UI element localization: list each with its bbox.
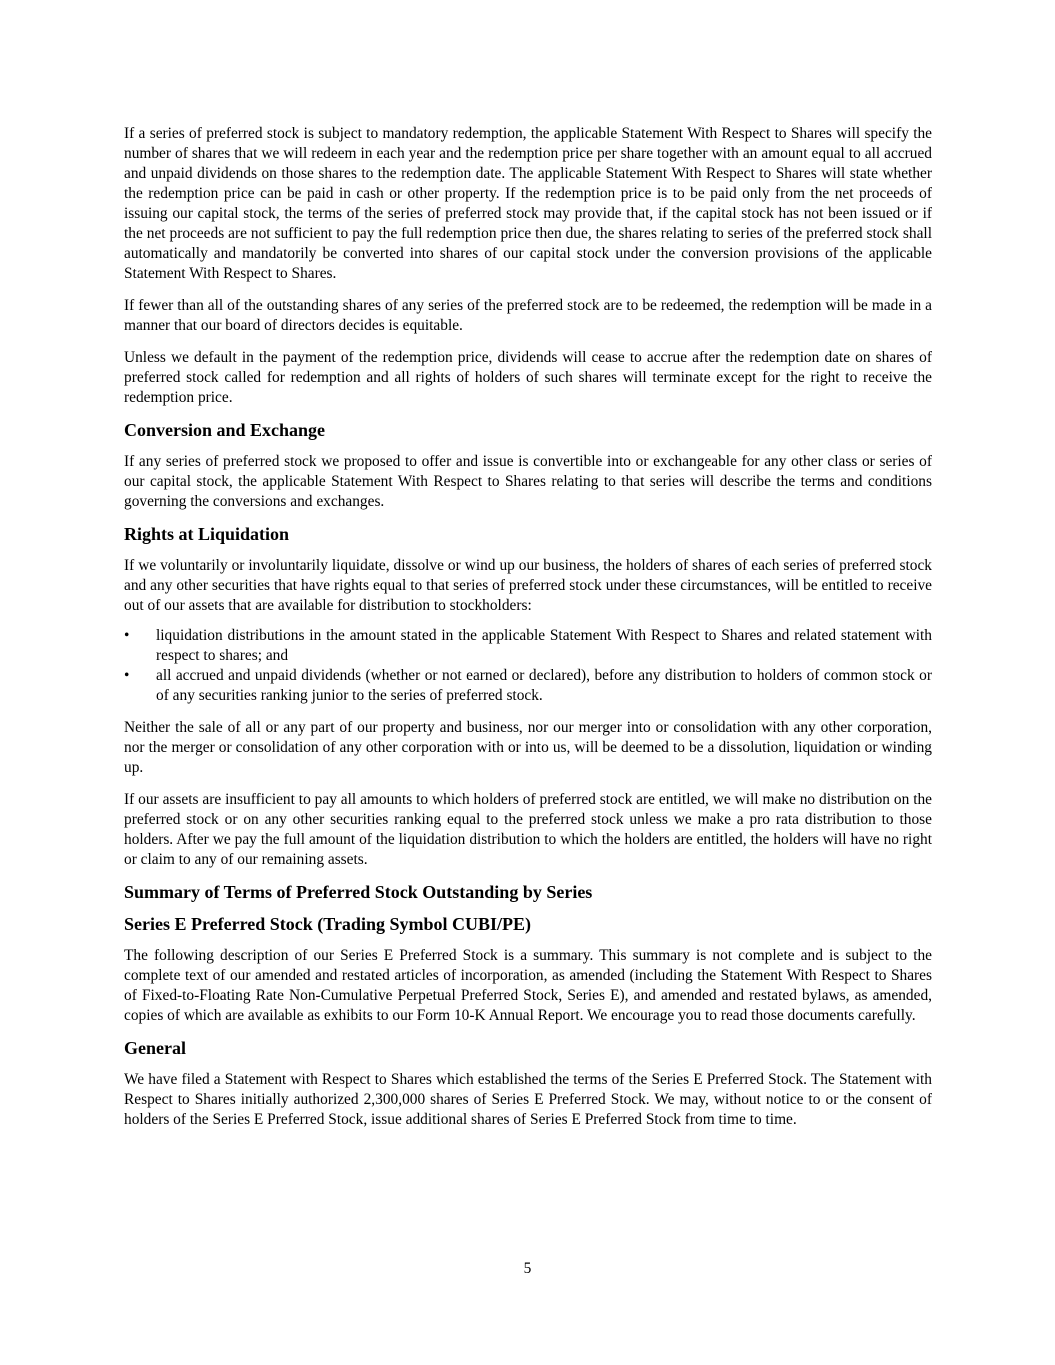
paragraph-redemption-default: Unless we default in the payment of the redemption price, dividends will cease to accrue after the redemption date on shares of preferred stock called for redemption and all rights of holders of such shares will terminate except for the right to receive the redemption price. — [124, 349, 932, 406]
list-item-text: all accrued and unpaid dividends (whether or not earned or declared), before any distribution to holders of common stock or of any securities ranking junior to the series of preferred stock. — [156, 667, 932, 704]
paragraph-series-e-description: The following description of our Series E Preferred Stock is a summary. This summary is not complete and is subject to the complete text of our amended and restated articles of incorporation, as amended (including the Statement With Respect to Shares of Fixed-to-Floating Rate Non-Cumulative Perpetual Preferred Stock, Series E), and amended and restated bylaws, as amended, copies of which are available as exhibits to our Form 10-K Annual Report. We encourage you to read those documents carefully. — [124, 947, 932, 1024]
heading-series-e-preferred: Series E Preferred Stock (Trading Symbol CUBI/PE) — [124, 914, 531, 934]
heading-general: General — [124, 1038, 186, 1058]
heading-conversion-exchange: Conversion and Exchange — [124, 420, 326, 440]
list-item — [124, 666, 932, 706]
heading-rights-at-liquidation: Rights at Liquidation — [124, 524, 290, 544]
list-item-text: liquidation distributions in the amount stated in the applicable Statement With Respect to Shares and related statement with respect to shares; and — [156, 627, 932, 664]
liquidation-bullet-list — [124, 626, 932, 706]
paragraph-liquidation-intro: If we voluntarily or involuntarily liquidate, dissolve or wind up our business, the holders of shares of each series of preferred stock and any other securities that have rights equal to that series of preferred stock under these circumstances, will be entitled to receive out of our assets that are available for distribution to stockholders: — [124, 557, 932, 614]
paragraph-partial-redemption: If fewer than all of the outstanding shares of any series of the preferred stock are to be redeemed, the redemption will be made in a manner that our board of directors decides is equitable. — [124, 297, 932, 334]
paragraph-general: We have filed a Statement with Respect to Shares which established the terms of the Series E Preferred Stock. The Statement with Respect to Shares initially authorized 2,300,000 shares of Series E Preferred Stock. We may, without notice to or the consent of holders of the Series E Preferred Stock, issue additional shares of Series E Preferred Stock from time to time. — [124, 1071, 932, 1128]
document-page — [124, 124, 932, 1142]
heading-summary-of-terms: Summary of Terms of Preferred Stock Outstanding by Series — [124, 882, 593, 902]
paragraph-mandatory-redemption: If a series of preferred stock is subject to mandatory redemption, the applicable Statement With Respect to Shares will specify the number of shares that we will redeem in each year and the redemption price per share together with an amount equal to all accrued and unpaid dividends on those shares to the redemption date. The applicable Statement With Respect to Shares will state whether the redemption price can be paid in cash or other property. If the redemption price is to be paid only from the net proceeds of issuing our capital stock, the terms of the series of preferred stock may provide that, if the capital stock has not been issued or if the net proceeds are not sufficient to pay the full redemption price then due, the shares relating to series of the preferred stock shall automatically and mandatorily be converted into shares of our capital stock under the conversion provisions of the applicable Statement With Respect to Shares. — [124, 125, 932, 282]
paragraph-liquidation-insufficient: If our assets are insufficient to pay all amounts to which holders of preferred stock are entitled, we will make no distribution on the preferred stock or on any other securities ranking equal to the preferred stock unless we make a pro rata distribution to those holders. After we pay the full amount of the liquidation distribution to which the holders are entitled, the holders will have no right or claim to any of our remaining assets. — [124, 791, 932, 868]
paragraph-conversion-exchange: If any series of preferred stock we proposed to offer and issue is convertible into or exchangeable for any other class or series of our capital stock, the applicable Statement With Respect to Shares relating to that series will describe the terms and conditions governing the conversions and exchanges. — [124, 453, 932, 510]
bullet-icon: • — [124, 627, 130, 644]
paragraph-liquidation-neither: Neither the sale of all or any part of our property and business, nor our merger into or consolidation with any other corporation, nor the merger or consolidation of any other corporation with or into us, will be deemed to be a dissolution, liquidation or winding up. — [124, 719, 932, 776]
page-number: 5 — [523, 1260, 532, 1277]
bullet-icon: • — [124, 667, 130, 684]
list-item — [124, 626, 932, 666]
